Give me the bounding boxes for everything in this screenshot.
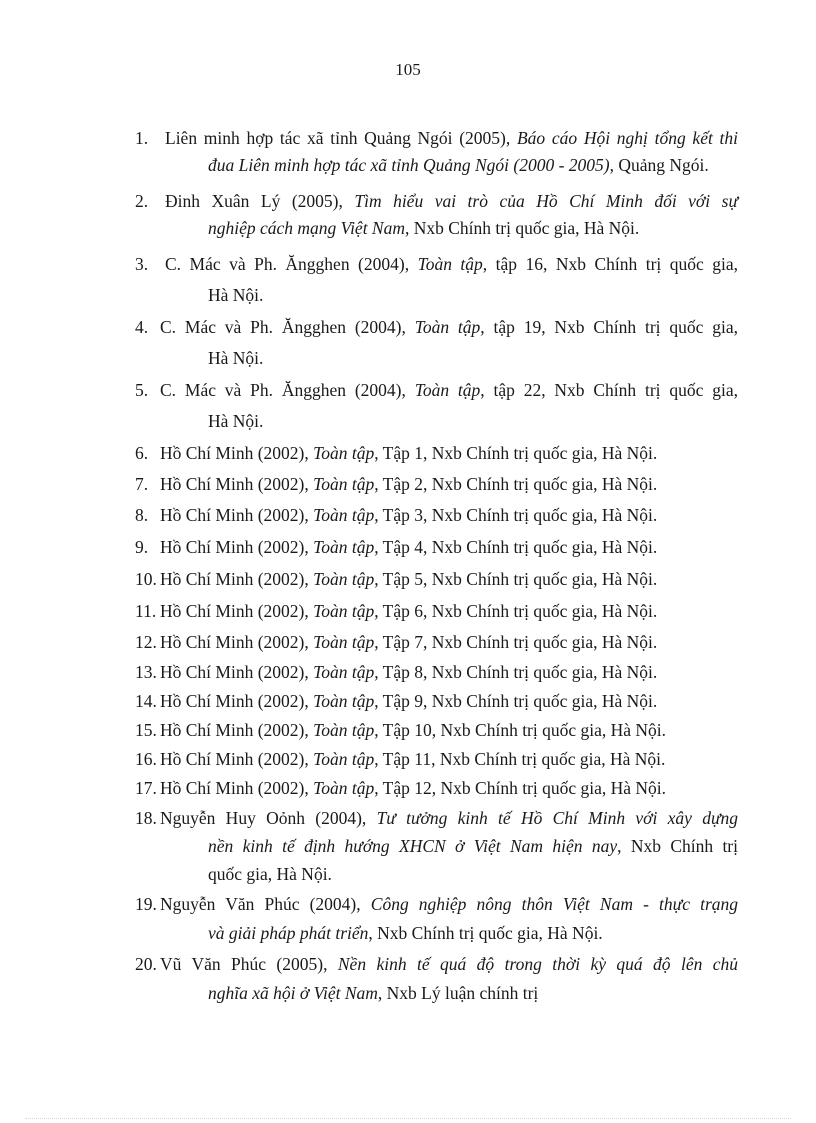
reference-text: , Tập 6, Nxb Chính trị quốc gia, Hà Nội. [374,601,658,621]
reference-line [160,505,657,526]
reference-title: Toàn tập [313,720,375,740]
reference-line [160,632,657,653]
reference-text: quốc gia, Hà Nội. [208,864,332,884]
reference-number: 1. [135,128,149,148]
reference-text: , Tập 3, Nxb Chính trị quốc gia, Hà Nội. [374,505,658,525]
reference-text: Hồ Chí Minh (2002), [160,569,314,589]
reference-text: Hồ Chí Minh (2002), [160,632,314,652]
reference-line [160,569,657,590]
reference-text: Hồ Chí Minh (2002), [160,601,314,621]
reference-number: 3. [135,254,149,274]
reference-title: Toàn tập [313,443,375,463]
reference-text: Hồ Chí Minh (2002), [160,662,314,682]
reference-text: C. Mác và Ph. Ăngghen (2004), [160,317,415,337]
reference-line [160,601,657,622]
reference-line [160,537,657,558]
reference-title: Toàn tập [313,474,375,494]
reference-line [165,128,738,149]
reference-title: Toàn tập [313,662,375,682]
reference-text: Hà Nội. [208,411,264,431]
reference-text: Nguyễn Huy Oỏnh (2004), [160,808,377,828]
reference-line [160,749,665,770]
page-bottom-divider [25,1118,791,1119]
reference-number: 16. [135,749,157,769]
reference-text: Hồ Chí Minh (2002), [160,720,314,740]
reference-line [160,691,657,712]
reference-text: , Tập 5, Nxb Chính trị quốc gia, Hà Nội. [374,569,658,589]
reference-text: , Tập 11, Nxb Chính trị quốc gia, Hà Nội. [374,749,666,769]
reference-number: 8. [135,505,149,525]
reference-number: 18. [135,808,157,828]
reference-text: Hồ Chí Minh (2002), [160,778,314,798]
reference-number: 20. [135,954,157,974]
reference-text: , tập 16, Nxb Chính trị quốc gia, [482,254,738,274]
reference-line [165,191,738,212]
reference-text: , Tập 2, Nxb Chính trị quốc gia, Hà Nội. [374,474,658,494]
reference-text: Nguyễn Văn Phúc (2004), [160,894,371,914]
reference-text: , tập 22, Nxb Chính trị quốc gia, [480,380,738,400]
reference-title: Công nghiệp nông thôn Việt Nam - thực trạng [370,894,739,914]
reference-number: 5. [135,380,149,400]
reference-text: , Tập 7, Nxb Chính trị quốc gia, Hà Nội. [374,632,658,652]
reference-line [208,218,639,239]
reference-line [208,983,538,1004]
reference-line [160,317,738,338]
reference-title: nền kinh tế định hướng XHCN ở Việt Nam hiện nay [208,836,618,856]
reference-title: Toàn tập [313,569,375,589]
reference-text: , Quảng Ngói. [609,155,709,175]
reference-line [208,285,263,306]
reference-title: Báo cáo Hội nghị tổng kết thi [516,128,738,148]
reference-title: nghĩa xã hội ở Việt Nam [208,983,378,1003]
reference-text: , Nxb Chính trị [617,836,739,856]
reference-line [160,954,738,975]
reference-title: Toàn tập [313,749,375,769]
reference-title: nghiệp cách mạng Việt Nam [208,218,405,238]
reference-line [160,720,666,741]
reference-text: Hồ Chí Minh (2002), [160,537,314,557]
reference-text: , Tập 1, Nxb Chính trị quốc gia, Hà Nội. [374,443,658,463]
reference-text: Liên minh hợp tác xã tỉnh Quảng Ngói (2005), [165,128,517,148]
reference-text: , tập 19, Nxb Chính trị quốc gia, [480,317,738,337]
reference-line [160,474,657,495]
reference-number: 4. [135,317,149,337]
reference-line [160,778,666,799]
reference-line [208,348,263,369]
reference-text: , Tập 12, Nxb Chính trị quốc gia, Hà Nội. [374,778,667,798]
reference-text: , Tập 8, Nxb Chính trị quốc gia, Hà Nội. [374,662,658,682]
reference-text: Hồ Chí Minh (2002), [160,749,314,769]
reference-text: Hồ Chí Minh (2002), [160,505,314,525]
reference-number: 17. [135,778,157,798]
reference-line [160,380,738,401]
reference-text: Hà Nội. [208,285,264,305]
reference-title: Toàn tập [414,317,481,337]
reference-number: 9. [135,537,149,557]
reference-line [208,923,603,944]
reference-number: 12. [135,632,157,652]
reference-line [165,254,738,275]
reference-title: và giải pháp phát triển [208,923,369,943]
reference-number: 13. [135,662,157,682]
page-number: 105 [395,60,421,79]
reference-title: đua Liên minh hợp tác xã tỉnh Quảng Ngói (2000 - 2005) [208,155,610,175]
reference-line [208,864,332,885]
reference-line [208,411,263,432]
reference-title: Toàn tập [313,601,375,621]
reference-title: Tìm hiểu vai trò của Hồ Chí Minh đối với sự [354,191,738,211]
reference-text: , Nxb Lý luận chính trị [377,983,539,1003]
reference-title: Toàn tập [417,254,483,274]
reference-text: Đinh Xuân Lý (2005), [165,191,355,211]
reference-number: 14. [135,691,157,711]
reference-title: Toàn tập [313,505,375,525]
reference-text: , Tập 4, Nxb Chính trị quốc gia, Hà Nội. [374,537,658,557]
reference-number: 11. [135,601,157,621]
reference-line [160,443,657,464]
reference-text: Hồ Chí Minh (2002), [160,474,314,494]
reference-title: Nền kinh tế quá độ trong thời kỳ quá độ lên chủ [337,954,739,974]
reference-line [160,894,738,915]
reference-text: Vũ Văn Phúc (2005), [160,954,338,974]
reference-text: C. Mác và Ph. Ăngghen (2004), [160,380,415,400]
reference-text: Hồ Chí Minh (2002), [160,691,314,711]
reference-title: Tư tưởng kinh tế Hồ Chí Minh với xây dựng [376,808,738,828]
reference-text: Hồ Chí Minh (2002), [160,443,314,463]
reference-text: , Tập 10, Nxb Chính trị quốc gia, Hà Nội. [374,720,667,740]
reference-number: 19. [135,894,157,914]
reference-line [160,808,738,829]
reference-number: 7. [135,474,149,494]
reference-title: Toàn tập [313,691,375,711]
reference-number: 10. [135,569,157,589]
reference-title: Toàn tập [313,632,375,652]
reference-text: , Tập 9, Nxb Chính trị quốc gia, Hà Nội. [374,691,658,711]
reference-text: Hà Nội. [208,348,264,368]
reference-number: 2. [135,191,149,211]
reference-line [160,662,657,683]
reference-number: 6. [135,443,149,463]
reference-title: Toàn tập [313,778,375,798]
reference-text: C. Mác và Ph. Ăngghen (2004), [165,254,418,274]
reference-title: Toàn tập [313,537,375,557]
reference-text: , Nxb Chính trị quốc gia, Hà Nội. [405,218,640,238]
reference-number: 15. [135,720,157,740]
reference-text: , Nxb Chính trị quốc gia, Hà Nội. [368,923,603,943]
reference-line [208,155,709,176]
reference-title: Toàn tập [414,380,481,400]
reference-line [208,836,738,857]
